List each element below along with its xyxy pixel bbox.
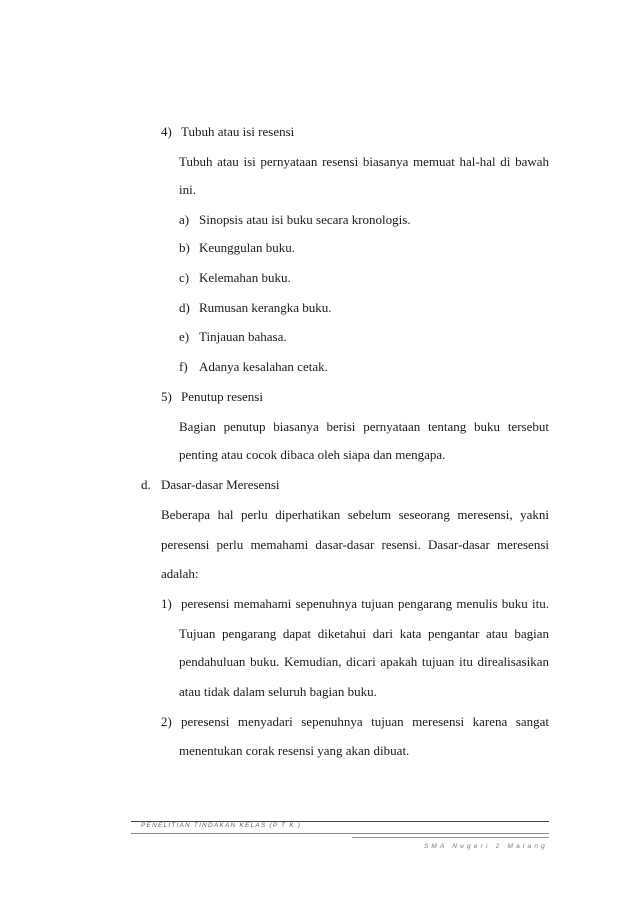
d1-line-2: Tujuan pengarang dapat diketahui dari kata pengantar atau bagian: [179, 626, 549, 641]
d2-line-2: menentukan corak resensi yang akan dibuat.: [179, 743, 410, 758]
footer-divider-right: [352, 837, 549, 838]
item-4-paragraph-line-1: Tubuh atau isi pernyataan resensi biasanya memuat hal-hal di bawah: [179, 154, 549, 169]
sub-item-e-text: Tinjauan bahasa.: [199, 329, 287, 344]
sub-item-e-letter: e): [179, 329, 190, 344]
section-d-title: Dasar-dasar Meresensi: [161, 477, 280, 492]
section-d-paragraph-line-3: adalah:: [161, 566, 199, 581]
sub-item-d-letter: d): [179, 300, 190, 315]
item-4-number: 4): [161, 124, 172, 139]
sub-item-a-text: Sinopsis atau isi buku secara kronologis.: [199, 212, 411, 227]
footer-left-text: PENELITIAN TINDAKAN KELAS (P T K ): [141, 822, 302, 829]
sub-item-c-text: Kelemahan buku.: [199, 270, 291, 285]
d2-line-1: peresensi menyadari sepenuhnya tujuan meresensi karena sangat: [181, 714, 549, 729]
sub-item-f-text: Adanya kesalahan cetak.: [199, 359, 328, 374]
d2-number: 2): [161, 714, 172, 729]
sub-item-b-letter: b): [179, 240, 190, 255]
section-d-paragraph-line-1: Beberapa hal perlu diperhatikan sebelum seseorang meresensi, yakni: [161, 507, 549, 522]
section-d-paragraph-line-2: peresensi perlu memahami dasar-dasar resensi. Dasar-dasar meresensi: [161, 537, 549, 552]
section-d-letter: d.: [141, 477, 151, 492]
item-5-paragraph-line-2: penting atau cocok dibaca oleh siapa dan mengapa.: [179, 447, 446, 462]
item-5-paragraph-line-1: Bagian penutup biasanya berisi pernyataan tentang buku tersebut: [179, 419, 549, 434]
sub-item-b-text: Keunggulan buku.: [199, 240, 296, 255]
item-5-number: 5): [161, 389, 172, 404]
sub-item-f-letter: f): [179, 359, 188, 374]
sub-item-c-letter: c): [179, 270, 190, 285]
d1-number: 1): [161, 596, 172, 611]
item-5-title: Penutup resensi: [181, 389, 263, 404]
item-4-paragraph-line-2: ini.: [179, 182, 196, 197]
footer-right-text: SMA Negeri 2 Malang: [423, 843, 548, 850]
sub-item-d-text: Rumusan kerangka buku.: [199, 300, 332, 315]
d1-line-1: peresensi memahami sepenuhnya tujuan pengarang menulis buku itu.: [181, 596, 549, 611]
sub-item-a-letter: a): [179, 212, 190, 227]
item-4-title: Tubuh atau isi resensi: [181, 124, 295, 139]
d1-line-3: pendahuluan buku. Kemudian, dicari apakah tujuan itu direalisasikan: [179, 654, 549, 669]
d1-line-4: atau tidak dalam seluruh bagian buku.: [179, 684, 377, 699]
footer-divider-middle: [131, 833, 549, 834]
